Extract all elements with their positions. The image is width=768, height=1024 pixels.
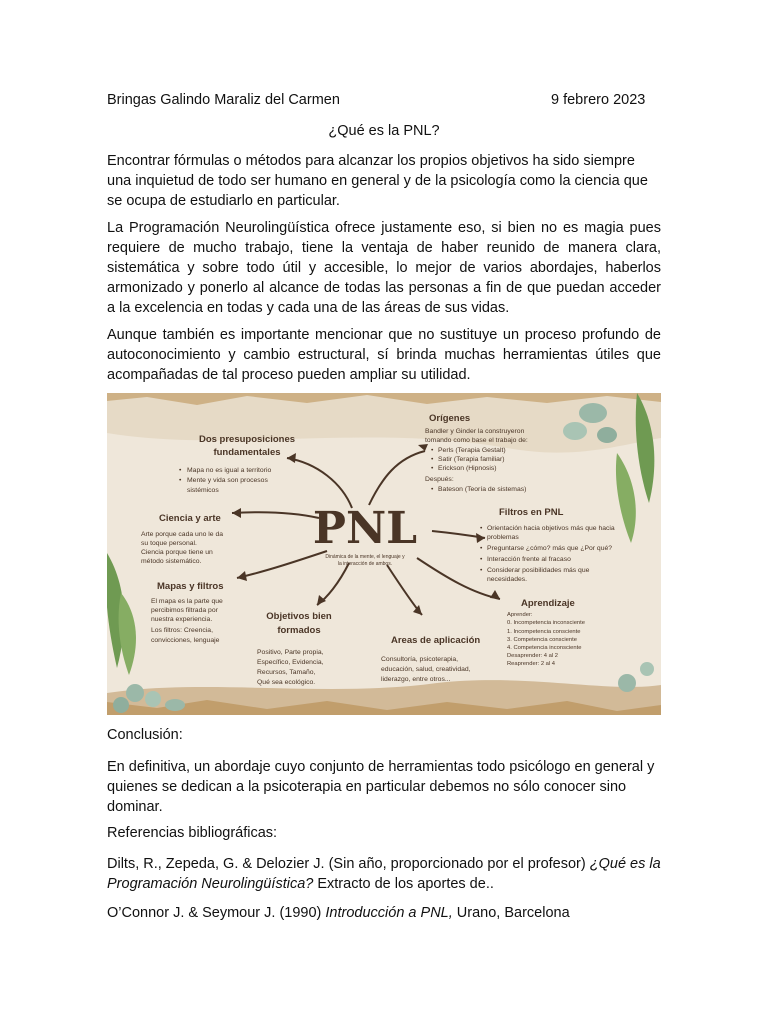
reference-authors: Dilts, R., Zepeda, G. & Delozier J. (Sin año, proporcionado por el profesor) [107,856,590,872]
node-line: convicciones, lenguaje [151,637,220,644]
bullet-item: • [179,477,182,484]
node-line: percibimos filtrada por [151,607,218,614]
node-title: fundamentales [213,447,281,458]
bullet-item: Perls (Terapia Gestalt) [438,447,506,454]
node-line: Arte porque cada uno le da [141,531,224,538]
svg-text:•: • [431,447,434,454]
document-date: 9 febrero 2023 [551,92,646,108]
pnl-mindmap-figure [107,393,661,715]
node-line: nuestra experiencia. [151,616,213,623]
node-line: Qué sea ecológico. [257,679,316,686]
reference-authors: O’Connor J. & Seymour J. (1990) [107,905,326,921]
node-line: 1. Incompetencia consciente [507,629,581,635]
bullet-item: Satir (Terapia familiar) [438,456,505,463]
bullet-item: sistémicos [187,487,219,494]
node-line: Desaprender: 4 al 2 [507,653,558,659]
svg-text:•: • [431,486,434,493]
node-line: Ciencia porque tiene un [141,549,213,556]
node-title: Objetivos bien [266,611,332,622]
document-title: ¿Qué es la PNL? [328,123,440,139]
paragraph-pnl-description: La Programación Neurolingüística ofrece justamente eso, si bien no es magia pues requiere de mucho trabajo, tiene la ventaja de haber reunido de manera clara, sistemática y sobre todo útil y accesible, lo mejor de varios abordajes, haberlos armonizado y ponerlo al alcance de todas las personas a fin de que puedan acceder a la excelencia en todas y cada una de las áreas de sus vidas. [107,220,661,316]
node-line: tomando como base el trabajo de: [425,437,528,444]
paragraph-conclusion: En definitiva, un abordaje cuyo conjunto de herramientas todo psicólogo en general y quienes se dedican a la psicoterapia en particular debemos no sólo conocer sino dominar. [107,759,655,815]
node-title: Filtros en PNL [499,507,564,518]
node-line: educación, salud, creatividad, [381,666,471,673]
node-line: Específico, Evidencia, [257,659,324,666]
bullet-item: • [179,467,182,474]
reference-item [107,854,661,894]
svg-text:•: • [480,556,483,563]
node-line: Bandler y Ginder la construyeron [425,428,525,435]
paragraph-intro: Encontrar fórmulas o métodos para alcanzar los propios objetivos ha sido siempre una inquietud de todo ser humano en general y de la psicología como la ciencia que se ocupa de estudiarlo en particular. [107,153,648,209]
bullet-item: Considerar posibilidades más que [487,567,590,574]
svg-text:•: • [431,456,434,463]
reference-item [107,903,661,923]
node-line: Después: [425,476,454,483]
references-heading: Referencias bibliográficas: [107,825,278,841]
bullet-item: Mente y vida son procesos [187,477,268,484]
node-line: método sistemático. [141,558,202,565]
node-line: Recursos, Tamaño, [257,669,316,676]
node-line: Los filtros: Creencia, [151,627,213,634]
node-title: Orígenes [429,413,471,424]
mindmap-subtitle-line: la interacción de ambos. [337,561,393,567]
reference-title: Introducción a PNL, [325,905,453,921]
bullet-item: necesidades. [487,576,528,583]
bullet-item: Orientación hacia objetivos más que hacia [487,525,615,532]
author-name: Bringas Galindo Maraliz del Carmen [107,92,340,108]
node-title: Dos presuposiciones [198,434,296,445]
node-line: Positivo, Parte propia, [257,649,324,656]
node-line: su toque personal. [141,540,197,547]
node-title: formados [277,625,321,636]
reference-publisher: Urano, Barcelona [452,905,570,921]
bullet-item: Interacción frente al fracaso [487,556,571,563]
bullet-item: Mapa no es igual a territorio [187,467,272,474]
node-line: 3. Competencia consciente [507,637,577,643]
node-line: 4. Competencia inconsciente [507,645,582,651]
mindmap-center-title: PNL [312,503,418,554]
svg-text:•: • [480,545,483,552]
bullet-item: Erickson (Hipnosis) [438,465,497,472]
conclusion-heading: Conclusión: [107,727,183,743]
mindmap-svg [107,393,661,715]
bullet-item: Bateson (Teoría de sistemas) [438,486,527,493]
node-title: Mapas y filtros [157,581,224,592]
bullet-item: problemas [487,534,519,541]
node-line: Aprender: [507,612,533,618]
svg-text:•: • [480,525,483,532]
node-title: Aprendizaje [521,598,575,609]
svg-text:•: • [431,465,434,472]
node-line: liderazgo, entre otros... [381,676,451,683]
reference-title: ¿Qué es la Programación Neurolingüística? [107,856,661,892]
reference-note: Extracto de los aportes de.. [313,876,494,892]
node-title: Ciencia y arte [159,513,221,524]
bullet-item: Preguntarse ¿cómo? más que ¿Por qué? [487,545,613,552]
mindmap-subtitle-line: Dinámica de la mente, el lenguaje y [325,554,405,560]
node-line: El mapa es la parte que [151,598,223,605]
node-line: 0. Incompetencia inconsciente [507,620,585,626]
paragraph-limitations: Aunque también es importante mencionar que no sustituye un proceso profundo de autoconocimiento y cambio estructural, sí brinda muchas herramientas útiles que acompañadas de tal proceso pueden ampliar su utilidad. [107,327,661,383]
node-line: Consultoría, psicoterapia, [381,656,459,663]
node-title: Areas de aplicación [391,635,481,646]
svg-text:•: • [480,567,483,574]
node-line: Reaprender: 2 al 4 [507,661,556,667]
